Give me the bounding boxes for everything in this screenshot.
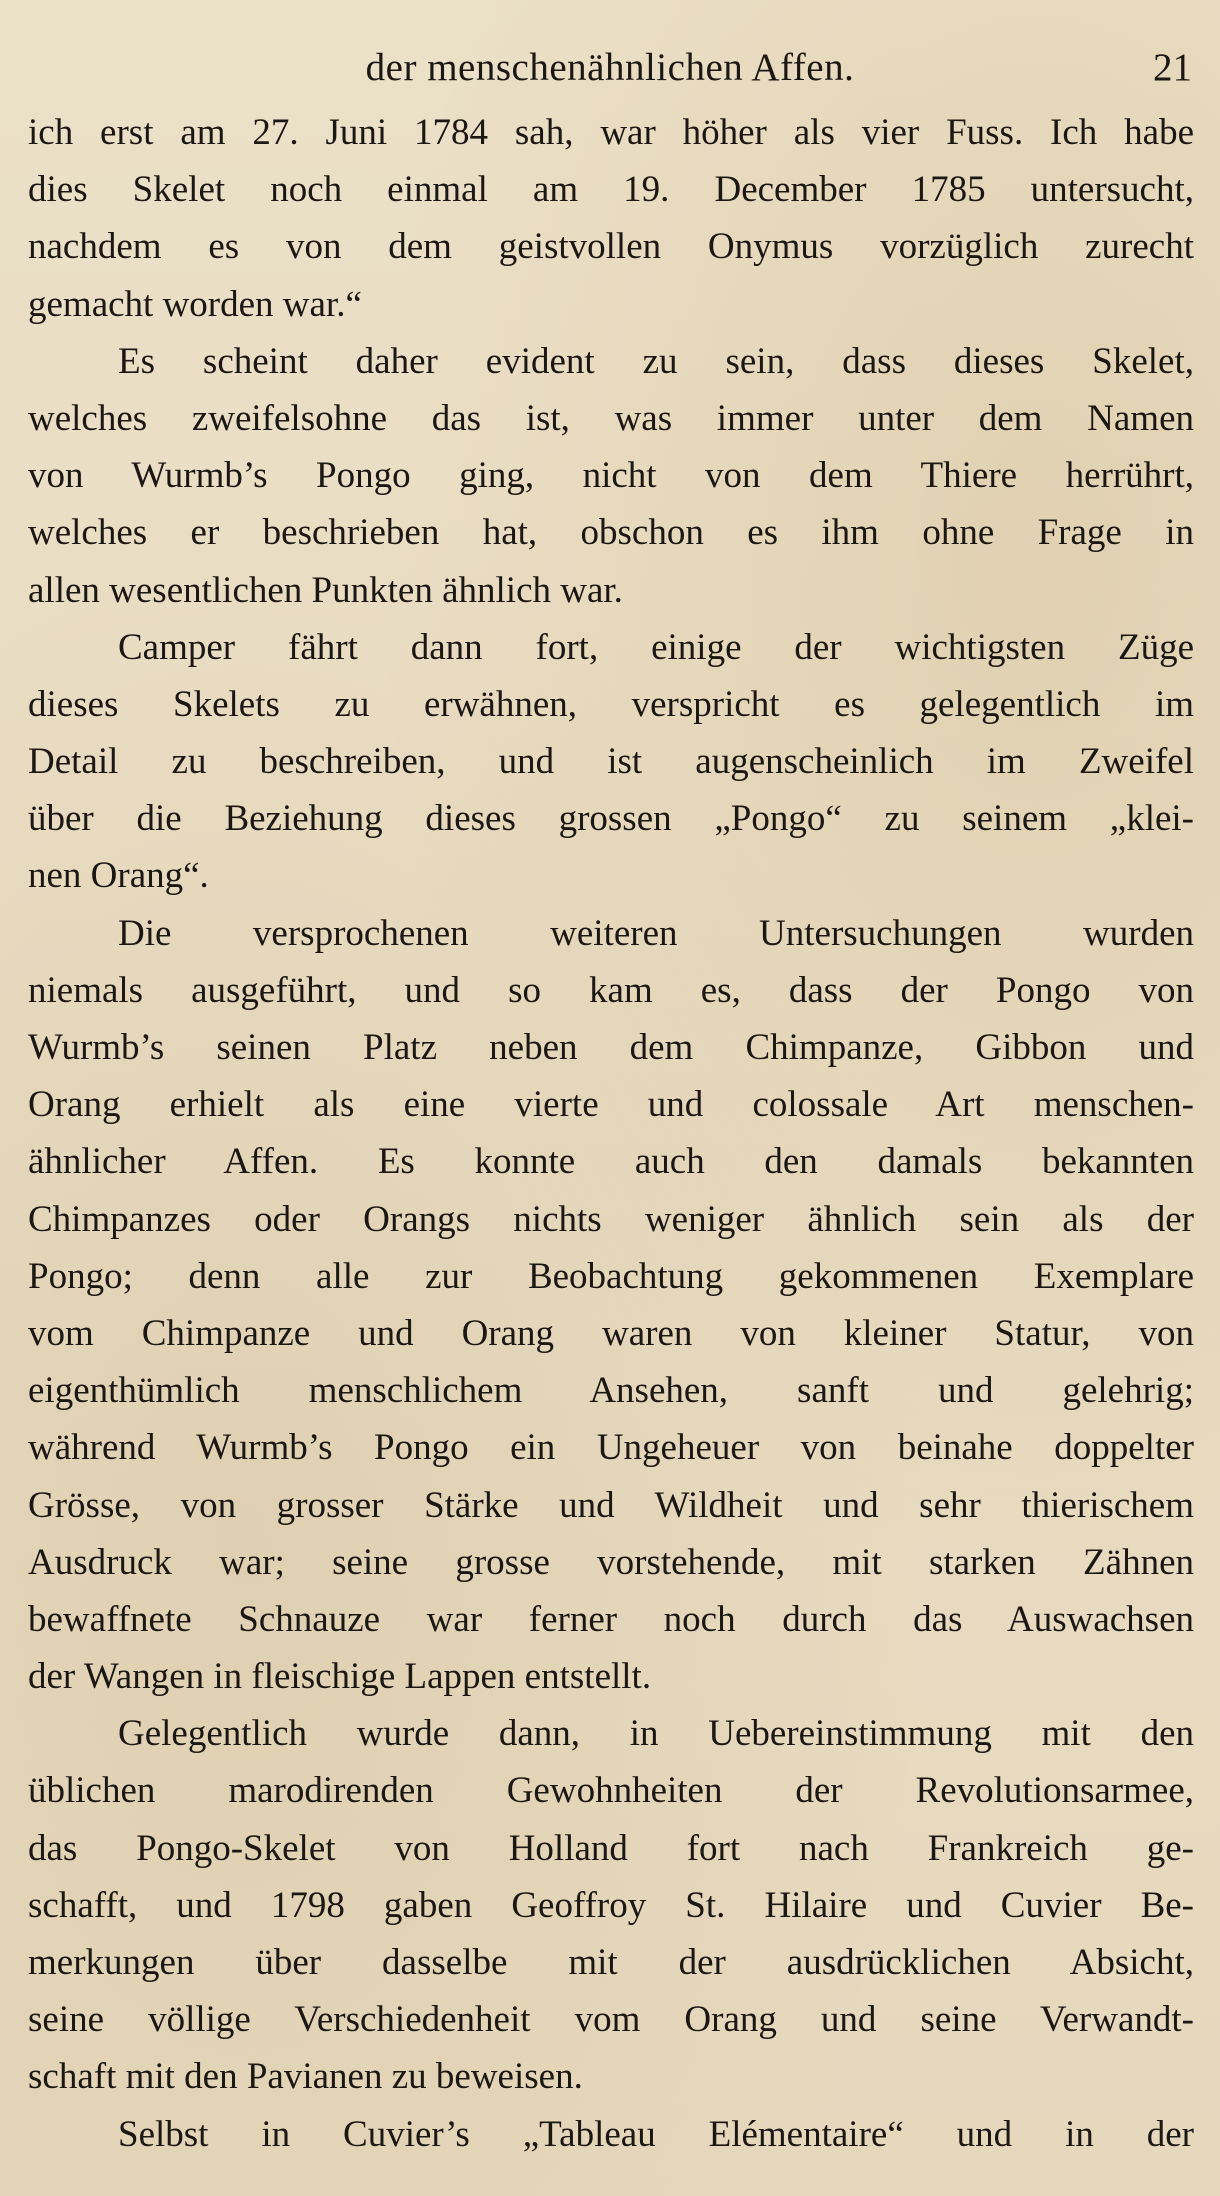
text-line: Grösse, von grosser Stärke und Wildheit und sehr thierischem <box>28 1484 1194 1526</box>
text-line: niemals ausgeführt, und so kam es, dass der Pongo von <box>28 969 1194 1011</box>
running-title: der menschenähnlichen Affen. <box>365 46 855 89</box>
text-line: von Wurmb’s Pongo ging, nicht von dem Thiere herrührt, <box>28 455 1194 497</box>
text-line: Chimpanzes oder Orangs nichts weniger ähnlich sein als der <box>28 1198 1194 1240</box>
text-line: während Wurmb’s Pongo ein Ungeheuer von beinahe doppelter <box>28 1427 1194 1469</box>
text-line: Es scheint daher evident zu sein, dass dieses Skelet, <box>118 340 1194 382</box>
text-line: welches er beschrieben hat, obschon es ihm ohne Frage in <box>28 512 1194 554</box>
text-line: das Pongo-Skelet von Holland fort nach Frankreich ge- <box>28 1827 1194 1869</box>
text-line: schaft mit den Pavianen zu beweisen. <box>28 2056 583 2098</box>
text-line: Die versprochenen weiteren Untersuchungen wurden <box>118 912 1194 954</box>
text-line: merkungen über dasselbe mit der ausdrücklichen Absicht, <box>28 1942 1194 1983</box>
text-line: Selbst in Cuvier’s „Tableau Elémentaire“ und in der <box>118 2113 1194 2155</box>
text-line: nachdem es von dem geistvollen Onymus vorzüglich zurecht <box>28 226 1194 268</box>
running-header <box>28 40 1192 96</box>
text-line: welches zweifelsohne das ist, was immer unter dem Namen <box>28 397 1194 439</box>
text-line: vom Chimpanze und Orang waren von kleiner Statur, von <box>28 1312 1194 1354</box>
text-line: bewaffnete Schnauze war ferner noch durch das Auswachsen <box>28 1598 1194 1640</box>
text-line: eigenthümlich menschlichem Ansehen, sanft und gelehrig; <box>28 1370 1194 1412</box>
text-line: allen wesentlichen Punkten ähnlich war. <box>28 569 623 611</box>
text-line: ich erst am 27. Juni 1784 sah, war höher als vier Fuss. Ich habe <box>28 112 1194 153</box>
text-line: Orang erhielt als eine vierte und colossale Art menschen- <box>28 1084 1194 1126</box>
text-line: schafft, und 1798 gaben Geoffroy St. Hilaire und Cuvier Be- <box>28 1884 1194 1926</box>
text-line: dieses Skelets zu erwähnen, verspricht es gelegentlich im <box>28 683 1194 725</box>
text-line: der Wangen in fleischige Lappen entstellt. <box>28 1656 652 1698</box>
body-text <box>28 104 1194 2163</box>
text-line: Ausdruck war; seine grosse vorstehende, mit starken Zähnen <box>28 1541 1194 1583</box>
text-line: über die Beziehung dieses grossen „Pongo“ zu seinem „klei- <box>28 798 1194 840</box>
text-line: Pongo; denn alle zur Beobachtung gekommenen Exemplare <box>28 1255 1194 1297</box>
text-line: dies Skelet noch einmal am 19. December 1785 untersucht, <box>28 169 1194 211</box>
text-line: seine völlige Verschiedenheit vom Orang und seine Verwandt- <box>28 1999 1194 2041</box>
page-number: 21 <box>1153 46 1192 89</box>
text-line: nen Orang“. <box>28 855 209 897</box>
text-line: Gelegentlich wurde dann, in Uebereinstimmung mit den <box>118 1713 1194 1755</box>
text-line: Camper fährt dann fort, einige der wichtigsten Züge <box>118 626 1194 668</box>
text-line: Detail zu beschreiben, und ist augenscheinlich im Zweifel <box>28 741 1194 783</box>
text-line: gemacht worden war.“ <box>28 283 362 325</box>
text-line: ähnlicher Affen. Es konnte auch den damals bekannten <box>28 1141 1194 1183</box>
text-line: Wurmb’s seinen Platz neben dem Chimpanze, Gibbon und <box>28 1027 1194 1068</box>
text-line: üblichen marodirenden Gewohnheiten der Revolutionsarmee, <box>28 1770 1194 1812</box>
